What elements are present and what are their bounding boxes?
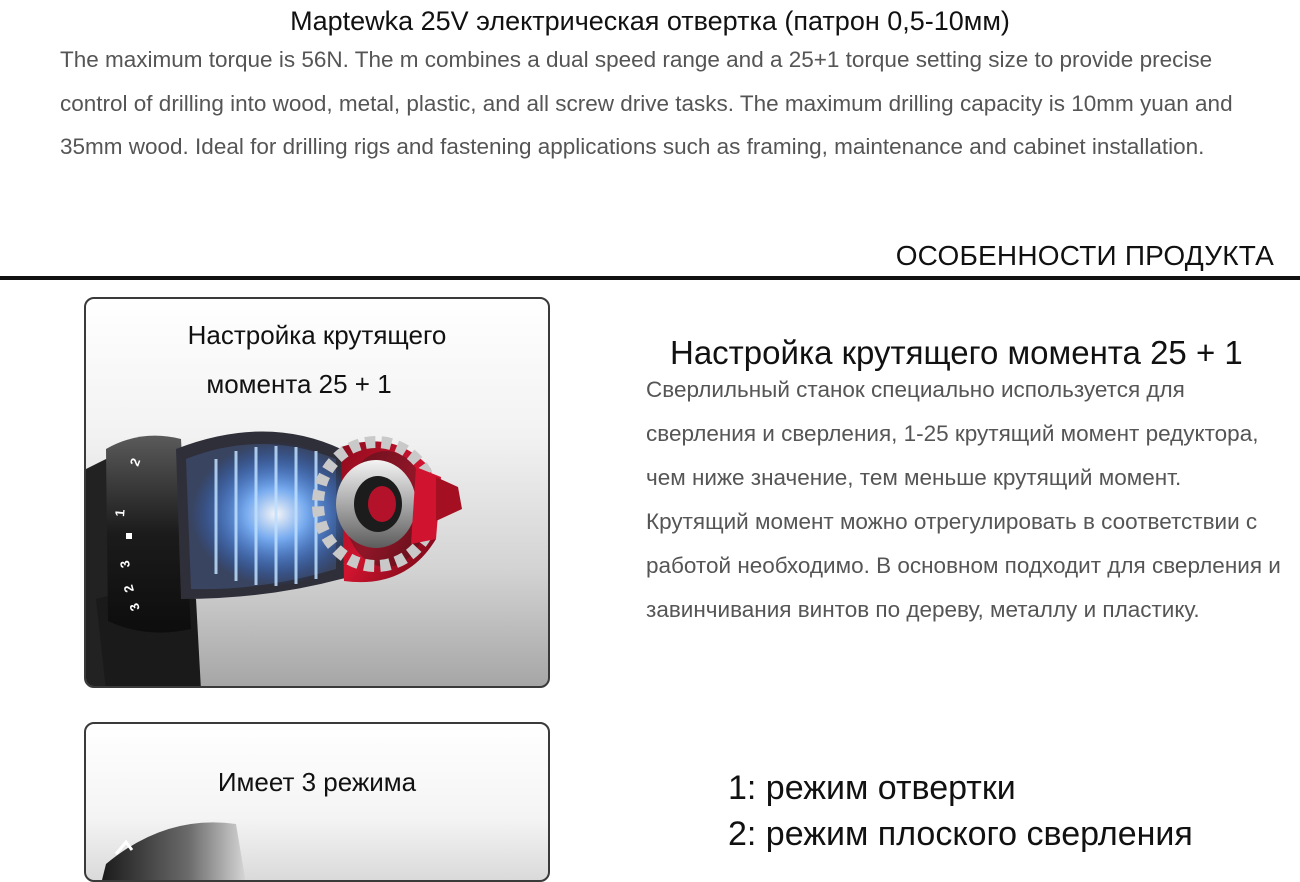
torque-feature-title: Настройка крутящего момента 25 + 1 [670, 334, 1243, 371]
clutch-number: 3 [126, 601, 143, 614]
modes-list [728, 765, 1193, 857]
torque-card-caption-line2: момента 25 + 1 [206, 369, 392, 399]
section-divider [0, 276, 1300, 280]
clutch-number: 1 [112, 508, 128, 518]
mode-item: 2: режим плоского сверления [728, 815, 1193, 853]
clutch-number: 3 [116, 559, 133, 570]
torque-card-caption [86, 311, 548, 409]
modes-card [84, 722, 550, 882]
mode-item: 1: режим отвертки [728, 769, 1016, 807]
clutch-dot [126, 533, 132, 539]
modes-card-caption: Имеет 3 режима [217, 767, 417, 797]
clutch-number: 2 [126, 456, 144, 469]
torque-feature-description: Сверлильный станок специально используется для сверления и сверления, 1-25 крутящий момент редуктора, чем ниже значение, тем меньше крутящий момент. Крутящий момент можно отрегулировать в соответствии с работой необходимо. В основном подходит для сверления и завинчивания винтов по дереву, металлу и пластику. [646, 377, 1281, 622]
torque-card [84, 297, 550, 688]
product-title: Maptewka 25V электрическая отвертка (патрон 0,5-10мм) [290, 6, 1010, 36]
clutch-number: 2 [120, 583, 137, 595]
torque-card-caption-line1: Настройка крутящего [187, 320, 447, 350]
section-heading: ОСОБЕННОСТИ ПРОДУКТА [895, 240, 1274, 271]
product-intro: The maximum torque is 56N. The m combines a dual speed range and a 25+1 torque setting size to provide precise control of drilling into wood, metal, plastic, and all screw drive tasks. The maximum drilling capacity is 10mm yuan and 35mm wood. Ideal for drilling rigs and fastening applications such as framing, maintenance and cabinet installation. [60, 47, 1233, 160]
